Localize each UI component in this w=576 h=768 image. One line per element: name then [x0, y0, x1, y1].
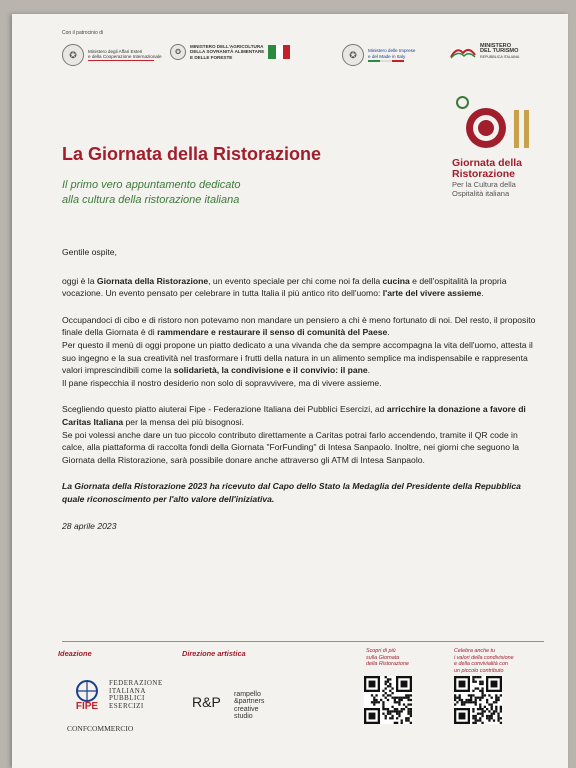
text-run: oggi è la: [62, 275, 97, 286]
rp-line: creative: [234, 705, 259, 713]
text-run: Il pane rispecchia il nostro desiderio non solo di sopravvivere, ma di vivere assieme.: [62, 377, 382, 388]
paragraph-5: [62, 403, 540, 428]
qr-code-info[interactable]: [364, 676, 412, 724]
text-run: .: [481, 288, 484, 299]
caption-line: e della convivialità con: [454, 661, 508, 668]
fipe-acronym: FIPE: [75, 701, 99, 710]
qr1-caption: [366, 648, 409, 668]
patron-line: e della Cooperazione Internazionale: [88, 54, 162, 59]
patron-line: e del Made in Italy: [368, 53, 406, 59]
text-run: Scegliendo questo piatto aiuterai Fipe - Federazione Italiana dei Pubblici Esercizi, ad: [62, 404, 387, 415]
patron-line: DELLA SOVRANITÀ ALIMENTARE: [190, 49, 265, 55]
bold-run: rammendare e restaurare il senso di comunità del Paese: [157, 327, 388, 338]
republic-emblem-icon: ✪: [342, 44, 364, 66]
qr2-caption: [454, 648, 514, 674]
caption-line: i valori della condivisione: [454, 654, 514, 661]
logo-bar: [524, 110, 529, 148]
paragraph-1: [62, 275, 540, 300]
bold-run: l'arte del vivere assieme: [382, 288, 482, 299]
patron-underline: [88, 60, 154, 61]
text-run: .: [387, 327, 390, 338]
rp-line: rampello: [234, 691, 261, 698]
ideazione-heading: Ideazione: [58, 649, 92, 658]
greeting: Gentile ospite,: [62, 247, 117, 257]
award-note: La Giornata della Ristorazione 2023 ha ricevuto dal Capo dello Stato la Medaglia del Presidente della Repubblica quale riconoscimento per l'alto valore dell'iniziativa.: [62, 481, 521, 504]
page-subtitle: [62, 178, 241, 208]
tourism-wave-icon: [450, 45, 476, 59]
patron-line: E DELLE FORESTE: [190, 54, 233, 60]
rp-name: [234, 691, 264, 721]
text-run: Occupandoci di cibo e di ristoro non potevamo non mandare un pensiero a chi è meno fortunato di noi. Del resto, il proposito finale della Giornata è di: [62, 314, 536, 338]
fipe-globe-icon: [67, 680, 107, 710]
patron-line: Ministero delle Imprese: [368, 48, 416, 54]
fipe-line: FEDERAZIONE: [109, 679, 163, 687]
patronage-label: Con il patrocinio di: [62, 30, 104, 36]
qr-code-donate[interactable]: [454, 676, 502, 724]
patron-masaf: [170, 44, 290, 60]
text-run: e dell'ospitalità la propria vocazione. Un evento pensato per celebrare in tutta Italia il più antico rito dell'uomo:: [62, 275, 507, 299]
patron-line: Ministero degli Affari Esteri: [88, 48, 143, 54]
tricolor-bar: [368, 60, 416, 62]
paragraph-6: [62, 429, 540, 467]
logo-tagline-line: Ospitalità italiana: [452, 188, 510, 198]
bold-run: arricchire la donazione a favore di Caritas Italiana: [62, 404, 526, 427]
direzione-heading: Direzione artistica: [182, 649, 246, 658]
text-run: .: [367, 365, 371, 376]
logo-name-line: Giornata della: [452, 157, 523, 169]
patron-line: REPUBBLICA ITALIANA: [480, 54, 520, 59]
caption-line: della Ristorazione: [366, 661, 409, 668]
confcommercio-logo: CONFCOMMERCIO: [67, 724, 134, 733]
logo-inner-dot: [478, 120, 494, 136]
logo-small-ring: [456, 96, 469, 109]
patron-line: DEL TURISMO: [480, 48, 519, 55]
subtitle-line: alla cultura della ristorazione italiana: [62, 194, 240, 206]
letter-sheet: [12, 14, 568, 768]
patron-line: MINISTERO: [480, 43, 512, 49]
bold-run: Giornata della Ristorazione: [96, 275, 209, 286]
bold-run: solidarietà, la condivisione e il convivio: il pane: [173, 365, 368, 376]
fipe-logo: [67, 679, 167, 733]
republic-emblem-icon: ✪: [62, 44, 84, 66]
text-run: , un evento speciale per chi come noi fa della: [208, 275, 383, 286]
fipe-line: ESERCIZI: [109, 701, 144, 710]
page-title: La Giornata della Ristorazione: [62, 144, 322, 164]
rp-mark: R&P: [192, 694, 221, 710]
caption-line: Scopri di più: [366, 648, 396, 654]
republic-emblem-icon: ✪: [170, 44, 186, 60]
rp-line: studio: [234, 713, 253, 721]
logo-bar: [514, 110, 519, 148]
patron-mimit: [342, 44, 416, 66]
event-logo: [452, 96, 552, 198]
caption-line: un piccolo contributo: [454, 667, 504, 674]
text-run: Se poi volessi anche dare un tuo piccolo contributo direttamente a Caritas potrai farlo accendendo, tramite il QR code in calce, alla piattaforma di raccolta fondi della Giornata "ForFunding" di Intesa Sanpaolo. Inoltre, nei giorni che seguono la Giornata della Ristorazione, sarà possibile donare anche attraverso gli ATM di Intesa Sanpaolo.: [62, 429, 520, 465]
italian-flag-icon: [268, 45, 290, 59]
text-run: Per questo il menù di oggi propone un piatto dedicato a una vivanda che da sempre accompagna la vita dell'uomo, attesta il suo ingegno e la sua creatività nel trasformare i frutti della natura in un alimento semplice ma indispensabile e rappresenta valori imprescindibili come la: [62, 339, 533, 376]
logo-name-line: Ristorazione: [452, 168, 516, 180]
caption-line: Celebra anche tu: [454, 648, 496, 654]
patron-mae: [62, 44, 162, 66]
paragraph-2: [62, 314, 540, 339]
bold-run: cucina: [382, 275, 410, 286]
footer-divider: [62, 641, 544, 642]
letter-date: 28 aprile 2023: [62, 520, 117, 531]
subtitle-line: Il primo vero appuntamento dedicato: [62, 179, 241, 191]
paragraph-3: [62, 339, 540, 377]
fipe-line: PUBBLICI: [109, 694, 145, 703]
rp-line: &partners: [234, 698, 265, 706]
logo-mark: [452, 96, 552, 158]
caption-line: sulla Giornata: [366, 654, 400, 661]
fipe-name: [109, 680, 163, 710]
letter-body: [62, 246, 540, 532]
fipe-line: ITALIANA: [109, 686, 146, 695]
logo-tagline-line: Per la Cultura della: [452, 180, 516, 189]
patron-turismo: [450, 44, 519, 60]
paragraph-4: [62, 377, 540, 390]
patron-line: MINISTERO DELL'AGRICOLTURA: [190, 44, 264, 49]
text-run: per la mensa dei più bisognosi.: [123, 416, 245, 427]
